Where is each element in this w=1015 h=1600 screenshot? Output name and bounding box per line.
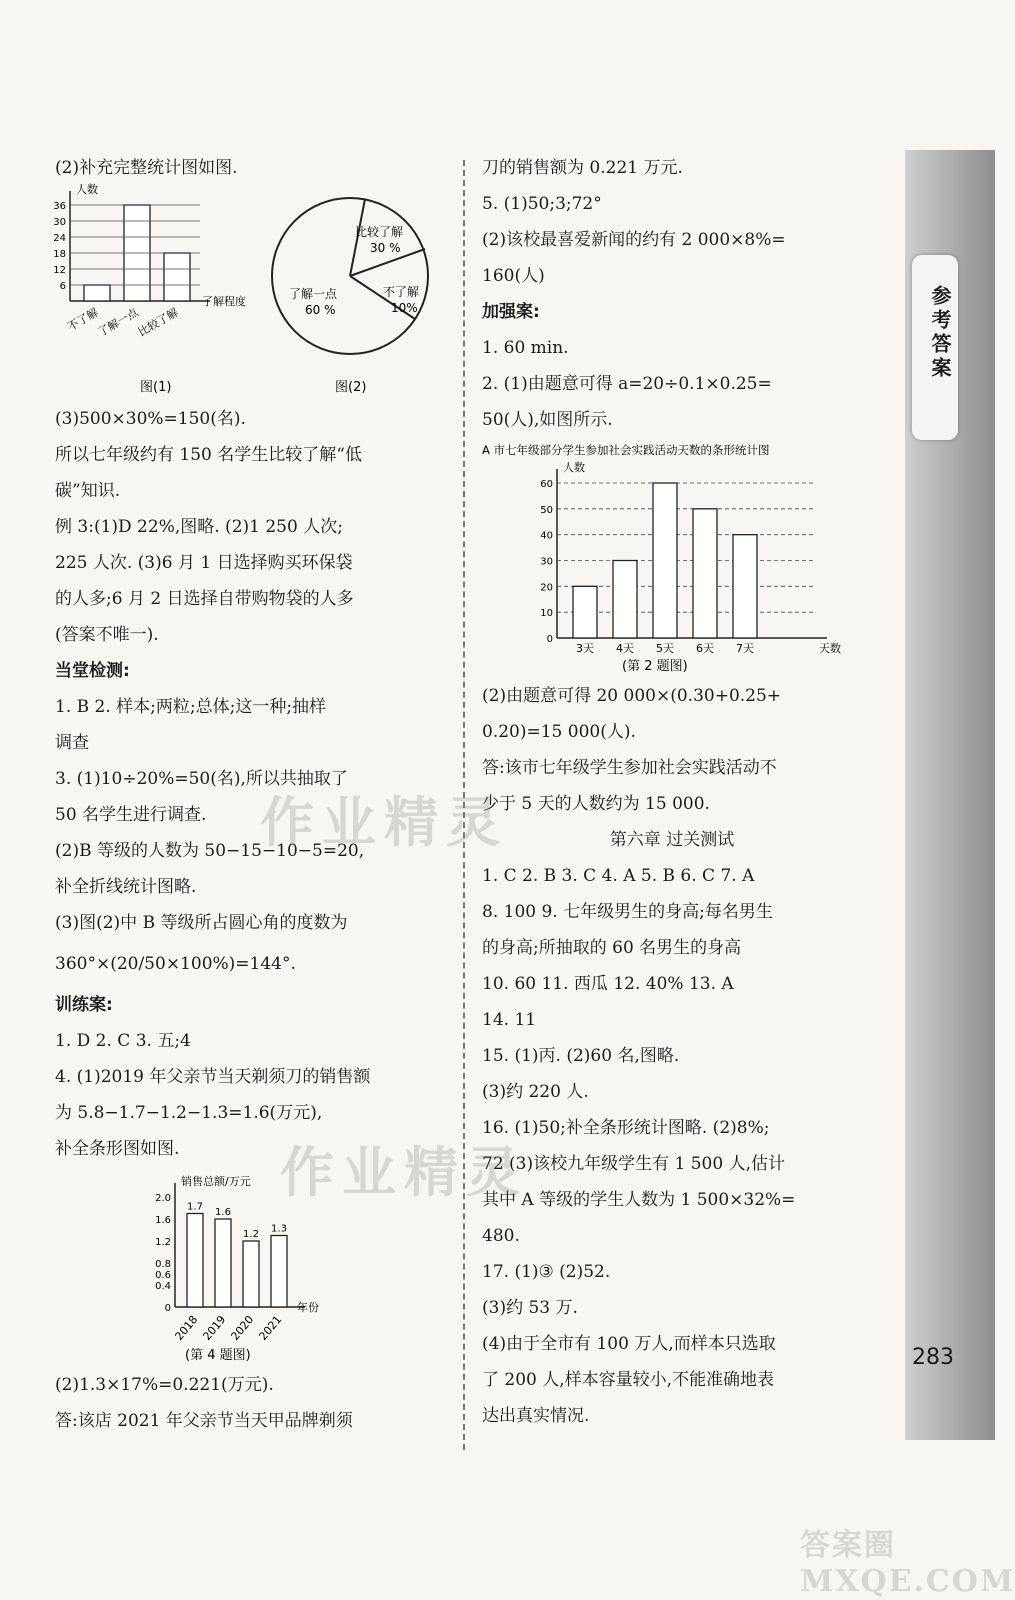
data-label: 1.2: [243, 1229, 259, 1240]
text-line: (2)补充完整统计图如图.: [55, 158, 238, 178]
text-line: 1. 60 min.: [482, 338, 569, 358]
text-line: 8. 100 9. 七年级男生的身高;每名男生: [482, 902, 773, 922]
text-line: 例 3:(1)D 22%,图略. (2)1 250 人次;: [55, 517, 343, 537]
pie-label: 不了解: [383, 285, 420, 299]
category-label: 6天: [696, 642, 714, 655]
bar: [187, 1214, 203, 1308]
text-line: 72 (3)该校九年级学生有 1 500 人,估计: [482, 1154, 785, 1174]
text-line: 了 200 人,样本容量较小,不能准确地表: [482, 1370, 775, 1390]
tick-label: 50: [540, 504, 553, 516]
axis-label: 年份: [297, 1301, 319, 1314]
figure-caption: (第 2 题图): [622, 659, 688, 674]
side-tab: [912, 255, 958, 440]
data-label: 1.6: [215, 1207, 231, 1218]
section-heading: 训练案:: [55, 995, 113, 1015]
text-line: 所以七年级约有 150 名学生比较了解“低: [55, 445, 362, 465]
text-line: (2)B 等级的人数为 50−15−10−5=20,: [55, 841, 365, 861]
text-line: 225 人次. (3)6 月 1 日选择购买环保袋: [55, 553, 353, 573]
category-label: 比较了解: [135, 305, 181, 340]
side-tab-label: 参考答案: [928, 285, 952, 381]
tick-label: 0.4: [155, 1281, 171, 1292]
figure-pair: [53, 183, 445, 401]
tick-label: 0.8: [155, 1259, 171, 1270]
text-line: 的身高;所抽取的 60 名男生的身高: [482, 938, 742, 958]
data-label: 1.7: [187, 1201, 203, 1213]
tick-label: 36: [53, 201, 66, 212]
text-line: 4. (1)2019 年父亲节当天剃须刀的销售额: [55, 1067, 371, 1087]
axis-label: 了解程度: [202, 295, 246, 308]
text-line: 其中 A 等级的学生人数为 1 500×32%=: [482, 1190, 796, 1210]
category-label: 5天: [656, 642, 674, 655]
text-line: 碳”知识.: [55, 481, 121, 501]
tick-label: 1.2: [155, 1237, 171, 1248]
chapter-heading: 第六章 过关测试: [609, 830, 735, 850]
bar: [733, 535, 757, 638]
category-label: 2021: [256, 1313, 285, 1343]
tick-label: 0: [546, 634, 553, 645]
pie-chart-knowledge: [272, 198, 428, 354]
text-line: (4)由于全市有 100 万人,而样本只选取: [482, 1334, 776, 1354]
page-number: 283: [912, 1345, 954, 1370]
tick-label: 1.6: [155, 1215, 171, 1226]
tick-label: 20: [540, 582, 553, 594]
bar: [573, 586, 597, 638]
bar: [613, 561, 637, 639]
text-line: 5. (1)50;3;72°: [482, 194, 602, 214]
text-line: 16. (1)50;补全条形统计图略. (2)8%;: [482, 1118, 770, 1138]
pie-value: 60 %: [305, 303, 336, 317]
footer-watermark: 答案圈 MXQE.COM: [800, 1528, 1015, 1599]
text-line: 答:该店 2021 年父亲节当天甲品牌剃须: [55, 1411, 353, 1431]
bar-chart-activity: [482, 438, 862, 678]
figure-activity: [482, 438, 862, 678]
bar-chart-knowledge: [53, 182, 246, 339]
watermark: 作业精灵: [260, 790, 508, 854]
text-line: 17. (1)③ (2)52.: [482, 1262, 611, 1282]
text-line: 刀的销售额为 0.221 万元.: [482, 158, 683, 178]
category-label: 2020: [228, 1313, 257, 1343]
tick-label: 30: [540, 556, 553, 568]
section-heading: 当堂检测:: [55, 661, 130, 681]
text-line: 0.20)=15 000(人).: [482, 722, 636, 742]
figure-caption: (第 4 题图): [185, 1348, 251, 1363]
text-line: (2)由题意可得 20 000×(0.30+0.25+: [482, 686, 782, 706]
tick-label: 18: [53, 249, 66, 260]
text-line: 调查: [55, 733, 89, 753]
tick-label: 10: [540, 608, 553, 620]
formula-line: 360°×(20/50×100%)=144°.: [55, 954, 296, 974]
text-line: 1. B 2. 样本;两粒;总体;这一种;抽样: [55, 697, 327, 717]
figure-caption: 图(1): [140, 380, 172, 395]
text-line: (3)约 220 人.: [482, 1082, 589, 1102]
pie-label: 比较了解: [355, 225, 404, 239]
text-line: 2. (1)由题意可得 a=20÷0.1×0.25=: [482, 374, 772, 394]
tick-label: 30: [53, 217, 66, 228]
category-label: 不了解: [65, 305, 101, 334]
text-line: 15. (1)丙. (2)60 名,图略.: [482, 1046, 680, 1066]
category-label: 3天: [576, 642, 594, 655]
text-line: (2)该校最喜爱新闻的约有 2 000×8%=: [482, 230, 786, 250]
text-line: 为 5.8−1.7−1.2−1.3=1.6(万元),: [55, 1103, 323, 1123]
text-line: (答案不唯一).: [55, 625, 159, 645]
category-label: 4天: [616, 642, 634, 655]
text-line: (3)图(2)中 B 等级所占圆心角的度数为: [55, 913, 348, 933]
bar: [243, 1241, 259, 1307]
category-label: 了解一点: [95, 305, 141, 340]
figure-row: [53, 183, 445, 401]
bar: [164, 253, 190, 301]
text-line: (2)1.3×17%=0.221(万元).: [55, 1375, 274, 1395]
tick-label: 12: [53, 265, 66, 276]
text-line: 3. (1)10÷20%=50(名),所以共抽取了: [55, 769, 348, 789]
axis-label: 人数: [563, 461, 585, 474]
bar: [693, 509, 717, 638]
axis-label: 人数: [76, 183, 98, 196]
chart-title: A 市七年级部分学生参加社会实践活动天数的条形统计图: [482, 443, 770, 457]
tick-label: 6: [59, 281, 66, 292]
text-line: 达出真实情况.: [482, 1406, 590, 1426]
text-line: 160(人): [482, 266, 545, 286]
tick-label: 60: [540, 479, 553, 490]
bar: [653, 483, 677, 638]
axis-label: 天数: [819, 642, 841, 655]
text-line: 50(人),如图所示.: [482, 410, 613, 430]
category-label: 2018: [172, 1313, 201, 1343]
watermark: 作业精灵: [280, 1140, 528, 1204]
text-line: 的人多;6 月 2 日选择自带购物袋的人多: [55, 589, 354, 609]
tick-label: 40: [540, 530, 553, 542]
pie-label: 了解一点: [289, 287, 338, 301]
bar: [84, 285, 110, 301]
tick-label: 24: [53, 233, 66, 244]
text-line: 14. 11: [482, 1010, 537, 1030]
tick-label: 2.0: [155, 1193, 171, 1204]
category-label: 2019: [200, 1313, 229, 1343]
text-line: (3)500×30%=150(名).: [55, 409, 246, 429]
text-line: 1. C 2. B 3. C 4. A 5. B 6. C 7. A: [482, 866, 755, 886]
text-line: (3)约 53 万.: [482, 1298, 578, 1318]
text-line: 少于 5 天的人数约为 15 000.: [482, 794, 710, 814]
text-line: 1. D 2. C 3. 五;4: [55, 1031, 191, 1051]
bar: [215, 1219, 231, 1307]
text-line: 答:该市七年级学生参加社会实践活动不: [482, 758, 777, 778]
text-line: 50 名学生进行调查.: [55, 805, 207, 825]
category-label: 7天: [736, 642, 754, 655]
data-label: 1.3: [271, 1223, 287, 1235]
figure-caption: 图(2): [335, 380, 367, 395]
right-column: [482, 150, 862, 1434]
text-line: 10. 60 11. 西瓜 12. 40% 13. A: [482, 974, 734, 994]
text-line: 补全条形图如图.: [55, 1139, 180, 1159]
bar: [271, 1236, 287, 1308]
tick-label: 0: [164, 1303, 171, 1314]
pie-value: 10%: [391, 301, 418, 315]
axis-label: 销售总额/万元: [181, 1175, 251, 1188]
text-line: 补全折线统计图略.: [55, 877, 197, 897]
section-heading: 加强案:: [482, 302, 540, 322]
tick-label: 0.6: [155, 1270, 171, 1281]
text-line: 480.: [482, 1226, 520, 1246]
pie-value: 30 %: [370, 241, 401, 255]
